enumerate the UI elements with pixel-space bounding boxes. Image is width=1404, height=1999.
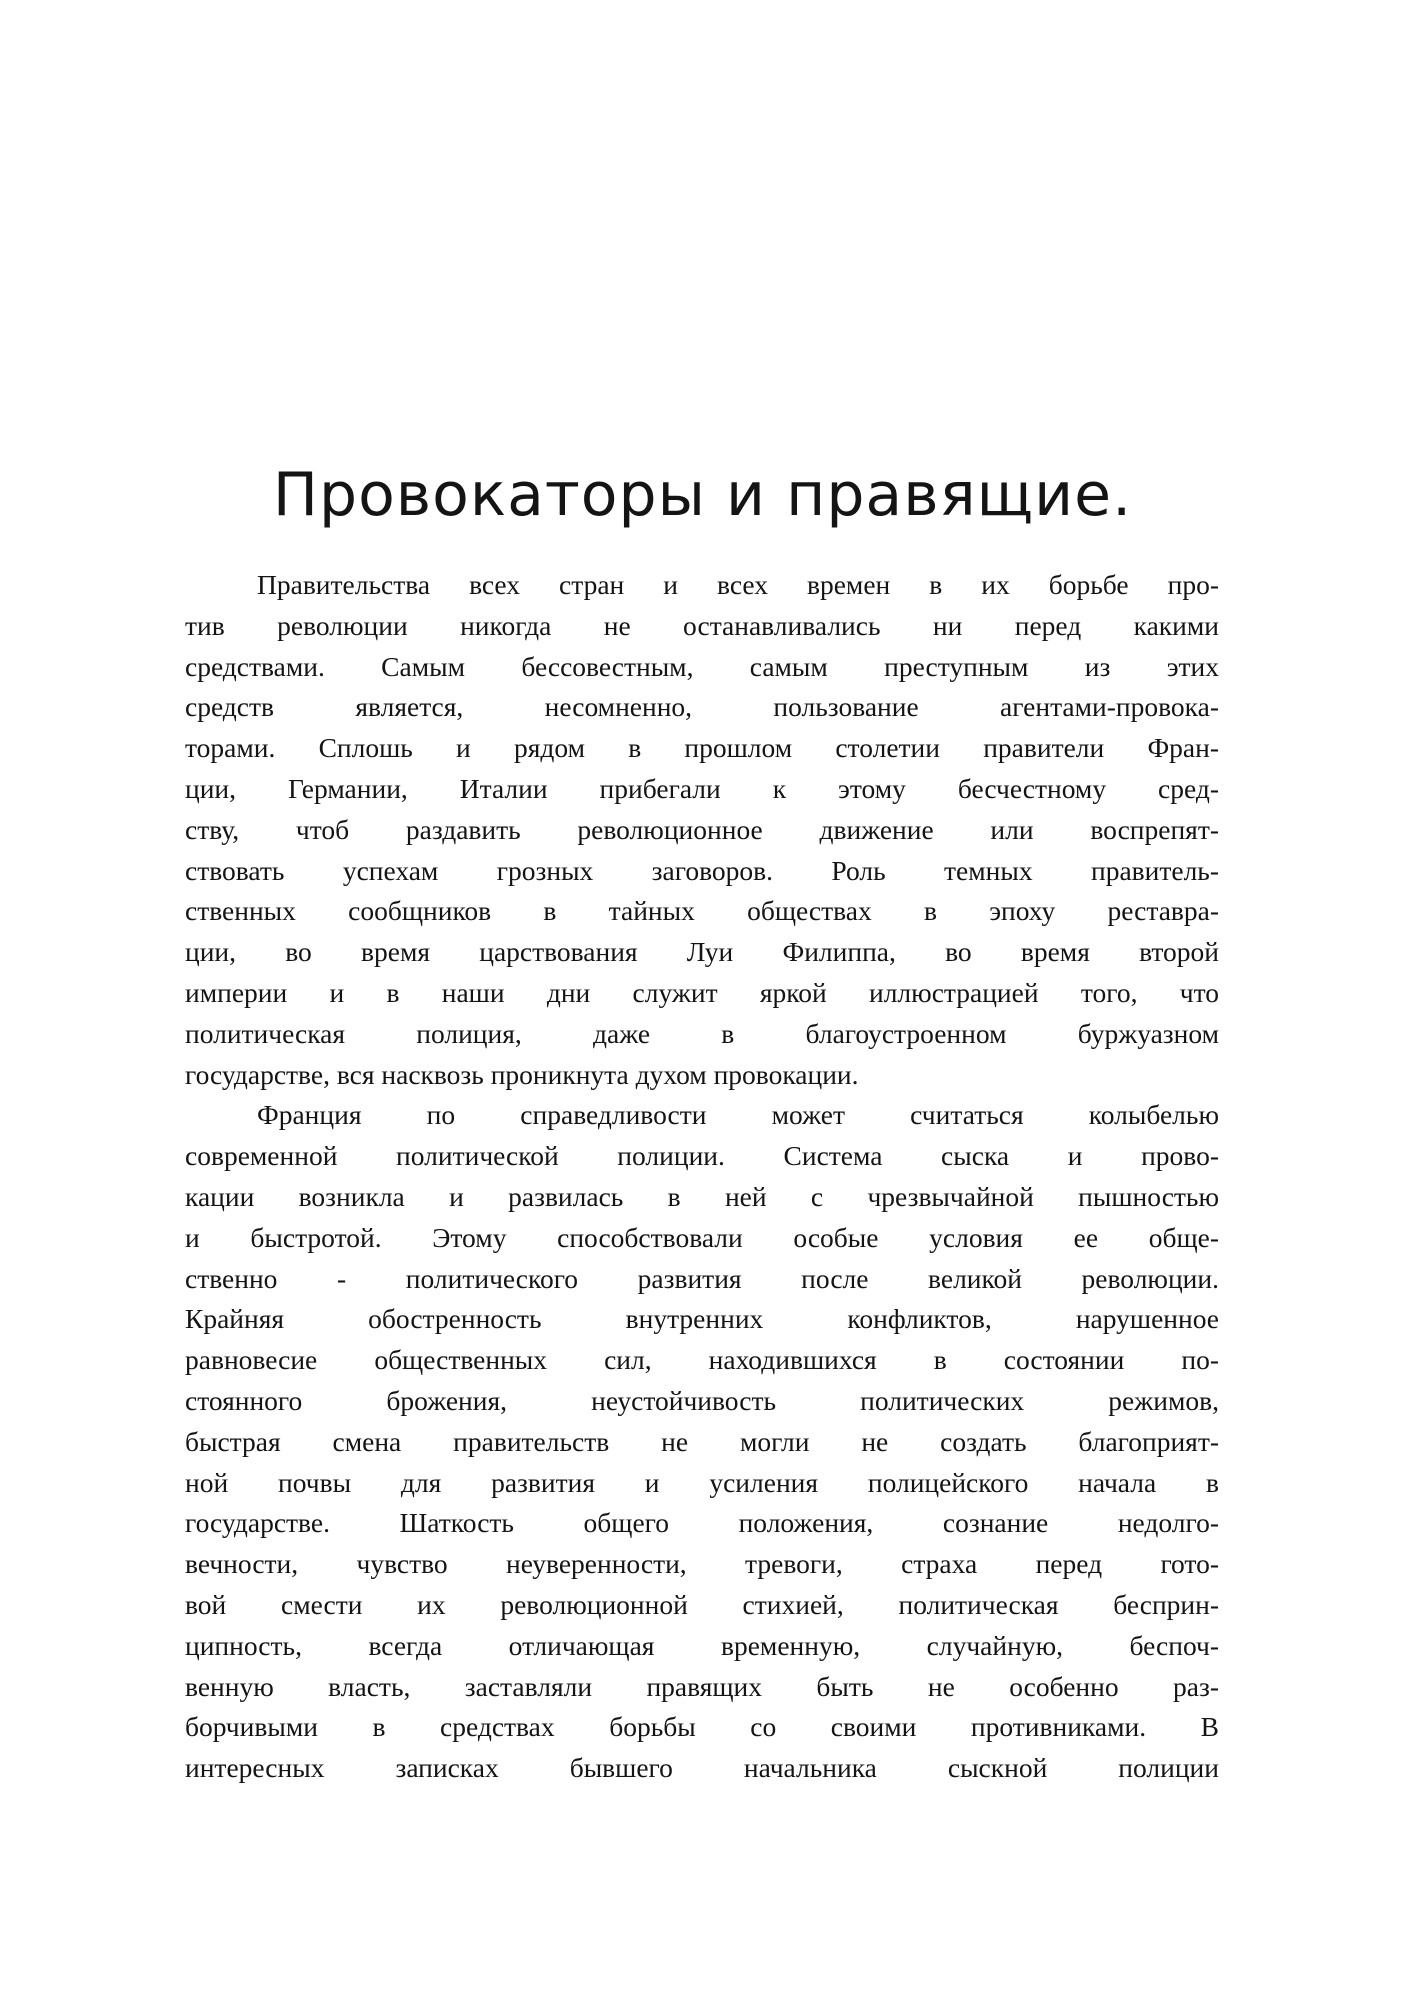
text-line: Правительства всех стран и всех времен в их борьбе про- (257, 569, 1219, 600)
text-line: интересных записках бывшего начальника сыскной полиции (185, 1752, 1219, 1784)
text-line: равновесие общественных сил, находившихся в состоянии по- (185, 1344, 1219, 1376)
text-line: ству, чтоб раздавить революционное движение или воспрепят- (185, 813, 1219, 845)
paragraph-1 (185, 565, 1219, 1095)
text-line: Крайняя обостренность внутренних конфликтов, нарушенное (185, 1303, 1219, 1335)
text-line: ствовать успехам грозных заговоров. Роль темных правитель- (185, 854, 1219, 886)
text-line: государстве, вся насквозь проникнута духом провокации. (185, 1058, 859, 1090)
text-line: венную власть, заставляли правящих быть не особенно раз- (185, 1670, 1219, 1702)
paragraph-2 (185, 1095, 1219, 1789)
text-line: Франция по справедливости может считаться колыбелью (257, 1099, 1219, 1131)
text-line: ции, Германии, Италии прибегали к этому бесчестному сред- (185, 772, 1219, 804)
text-line: ственных сообщников в тайных обществах в эпоху реставра- (185, 895, 1219, 927)
text-line: средствами. Самым бессовестным, самым преступным из этих (185, 650, 1219, 682)
text-line: ципность, всегда отличающая временную, случайную, беспоч- (185, 1629, 1219, 1661)
text-line: быстрая смена правительств не могли не создать благоприят- (185, 1425, 1219, 1457)
chapter-title: Провокаторы и правящие. (272, 460, 1133, 530)
text-line: ной почвы для развития и усиления полицейского начала в (185, 1466, 1219, 1498)
text-line: средств является, несомненно, пользование агентами-провока- (185, 691, 1219, 723)
text-line: ственно - политического развития после великой революции. (185, 1262, 1219, 1294)
text-line: государстве. Шаткость общего положения, сознание недолго- (185, 1507, 1219, 1539)
text-line: вечности, чувство неуверенности, тревоги, страха перед гото- (185, 1548, 1219, 1580)
text-line: империи и в наши дни служит яркой иллюстрацией того, что (185, 976, 1219, 1008)
text-line: тив революции никогда не останавливались ни перед какими (185, 609, 1219, 641)
text-line: торами. Сплошь и рядом в прошлом столетии правители Фран- (185, 732, 1219, 764)
text-line: стоянного брожения, неустойчивость политических режимов, (185, 1384, 1219, 1416)
text-line: политическая полиция, даже в благоустроенном буржуазном (185, 1017, 1219, 1049)
text-line: вой смести их революционной стихией, политическая бесприн- (185, 1588, 1219, 1620)
text-line: кации возникла и развилась в ней с чрезвычайной пышностью (185, 1180, 1219, 1212)
text-line: современной политической полиции. Система сыска и прово- (185, 1140, 1219, 1172)
text-line: борчивыми в средствах борьбы со своими противниками. В (185, 1711, 1219, 1743)
text-line: и быстротой. Этому способствовали особые условия ее обще- (185, 1221, 1219, 1253)
body-text (185, 565, 1219, 1789)
text-line: ции, во время царствования Луи Филиппа, во время второй (185, 936, 1219, 968)
